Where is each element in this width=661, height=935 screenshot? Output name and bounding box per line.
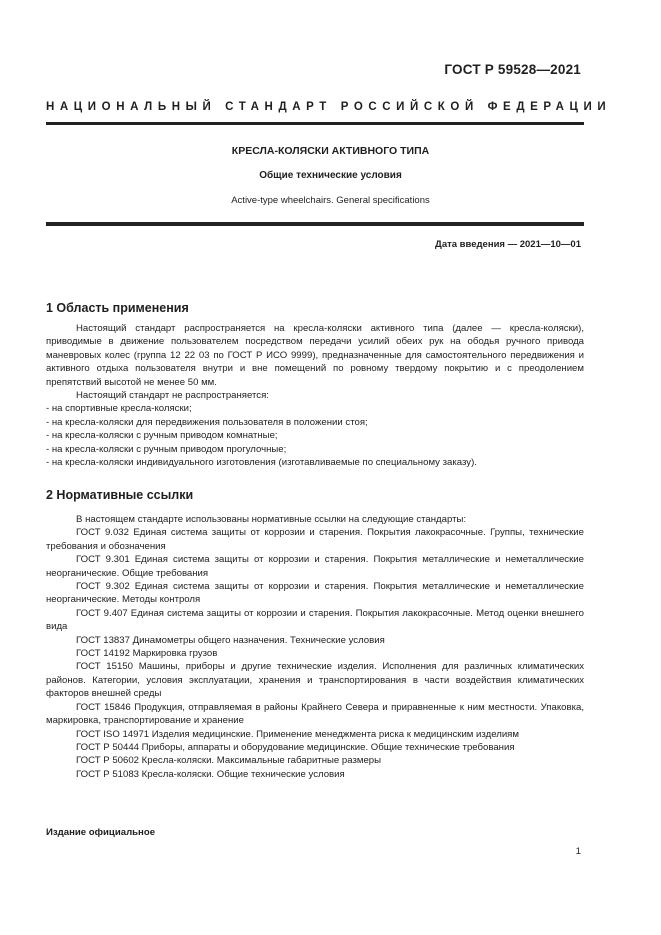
section-scope-body (46, 322, 584, 469)
national-standard-banner: НАЦИОНАЛЬНЫЙ СТАНДАРТ РОССИЙСКОЙ ФЕДЕРАЦИИ (46, 101, 612, 113)
list-item: - на кресла-коляски для передвижения пользователя в положении стоя; (46, 416, 368, 428)
section-scope (46, 300, 584, 469)
reference-item: ГОСТ Р 50444 Приборы, аппараты и оборудование медицинские. Общие технические требования (76, 741, 515, 753)
refs-intro: В настоящем стандарте использованы нормативные ссылки на следующие стандарты: (76, 514, 467, 525)
section-heading-normative-refs: 2 Нормативные ссылки (46, 488, 194, 502)
section-normative-refs (46, 487, 584, 781)
document-title: КРЕСЛА-КОЛЯСКИ АКТИВНОГО ТИПА (231, 145, 430, 157)
reference-item: ГОСТ 13837 Динамометры общего назначения. Технические условия (76, 634, 385, 646)
reference-item: ГОСТ 9.032 Единая система защиты от коррозии и старения. Покрытия лакокрасочные. Группы, технические требования и обозначения (46, 527, 584, 552)
reference-item: ГОСТ 9.407 Единая система защиты от коррозии и старения. Покрытия лакокрасочные. Метод оценки внешнего вида (46, 607, 584, 633)
list-item: - на кресла-коляски индивидуального изготовления (изготавливаемые по специальному заказу). (46, 457, 477, 469)
list-item: - на кресла-коляски с ручным приводом прогулочные; (46, 443, 287, 455)
page-number: 1 (575, 846, 581, 857)
reference-item: ГОСТ 9.302 Единая система защиты от коррозии и старения. Покрытия металлические и неметаллические неорганические. Методы контроля (46, 581, 584, 606)
list-item: - на кресла-коляски с ручным приводом комнатные; (46, 430, 278, 442)
scope-paragraph: Настоящий стандарт распространяется на кресла-коляски активного типа (далее — кресла-коляски), приводимые в движение пользователем посредством передачи усилий обеих рук на ободья ручного привода маневровых колес (группа 12 22 03 по ГОСТ Р ИСО 9999), предназначенные для самостоятельного передвижения и активного отдыха пользователя внутри и вне помещений по ровному твердому покрытию и с преодолением препятствий высотой не менее 50 мм. (46, 323, 584, 388)
reference-item: ГОСТ 14192 Маркировка грузов (76, 648, 218, 660)
reference-item: ГОСТ Р 51083 Кресла-коляски. Общие технические условия (76, 768, 345, 780)
section-normative-refs-body (46, 513, 584, 781)
gost-number: ГОСТ Р 59528—2021 (444, 62, 581, 77)
english-title: Active-type wheelchairs. General specifications (231, 195, 430, 206)
section-heading-scope: 1 Область применения (46, 301, 189, 315)
reference-item: ГОСТ ISO 14971 Изделия медицинские. Применение менеджмента риска к медицинским изделиям (76, 728, 519, 740)
reference-item: ГОСТ 9.301 Единая система защиты от коррозии и старения. Покрытия металлические и неметаллические неорганические. Общие требования (46, 554, 584, 579)
reference-item: ГОСТ 15846 Продукция, отправляемая в районы Крайнего Севера и приравненные к ним местности. Упаковка, маркировка, транспортирование и хранение (46, 701, 584, 727)
document-subtitle: Общие технические условия (259, 170, 402, 181)
list-item: - на спортивные кресла-коляски; (46, 403, 192, 415)
bottom-rule (46, 222, 584, 226)
scope-exclusions-intro: Настоящий стандарт не распространяется: (76, 390, 269, 402)
top-rule (46, 122, 584, 125)
reference-item: ГОСТ 15150 Машины, приборы и другие технические изделия. Исполнения для различных климатических районов. Категории, условия эксплуатации, хранения и транспортирования в части воздействия климатических факторов внешней среды (46, 661, 584, 700)
introduction-date: Дата введения — 2021—10—01 (435, 239, 581, 250)
official-edition-label: Издание официальное (46, 827, 156, 838)
reference-item: ГОСТ Р 50602 Кресла-коляски. Максимальные габаритные размеры (76, 755, 382, 767)
